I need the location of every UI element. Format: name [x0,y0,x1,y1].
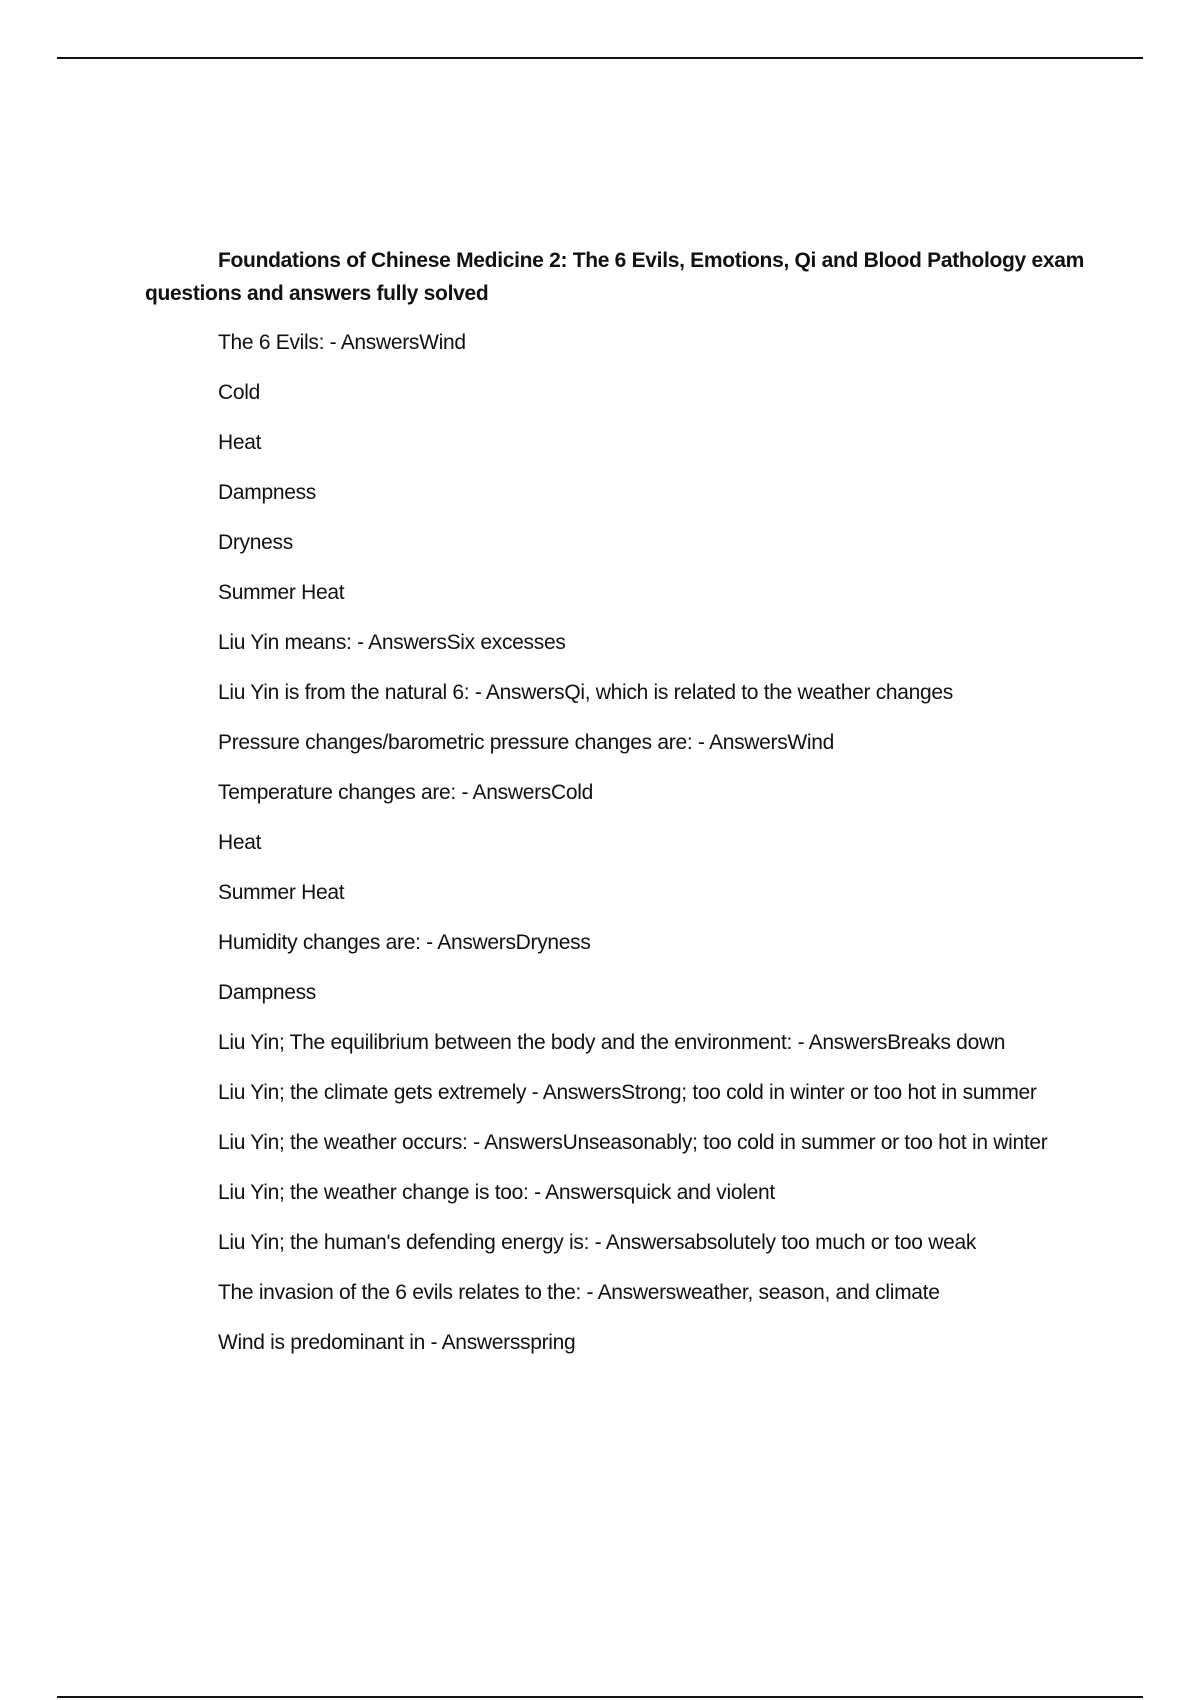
paragraph: The invasion of the 6 evils relates to the: - Answersweather, season, and climate [218,1281,940,1304]
paragraph: Dampness [218,481,316,504]
paragraph: Temperature changes are: - AnswersCold [218,781,593,804]
paragraph: Summer Heat [218,581,345,604]
paragraph: Liu Yin; the weather change is too: - Answersquick and violent [218,1181,775,1204]
document-title: Foundations of Chinese Medicine 2: The 6 Evils, Emotions, Qi and Blood Pathology exam questions and answers fully solved [145,249,1084,305]
paragraph: Liu Yin; the human's defending energy is: - Answersabsolutely too much or too weak [218,1231,977,1254]
paragraph: Humidity changes are: - AnswersDryness [218,931,591,954]
paragraph: The 6 Evils: - AnswersWind [218,331,466,354]
paragraph: Cold [218,381,260,404]
paragraph: Heat [218,431,262,454]
document-body [145,244,1085,1376]
paragraph: Liu Yin; the weather occurs: - AnswersUnseasonably; too cold in summer or too hot in winter [218,1131,1048,1154]
paragraph: Liu Yin; the climate gets extremely - AnswersStrong; too cold in winter or too hot in summer [218,1081,1037,1104]
paragraph: Pressure changes/barometric pressure changes are: - AnswersWind [218,731,835,754]
paragraph: Liu Yin is from the natural 6: - AnswersQi, which is related to the weather changes [218,681,953,704]
paragraph: Dampness [218,981,316,1004]
footer-rule [57,1696,1143,1698]
paragraph: Liu Yin means: - AnswersSix excesses [218,631,566,654]
paragraph: Summer Heat [218,881,345,904]
paragraph: Heat [218,831,262,854]
paragraph: Dryness [218,531,293,554]
header-rule [57,57,1143,59]
paragraph: Liu Yin; The equilibrium between the body and the environment: - AnswersBreaks down [218,1031,1006,1054]
paragraph: Wind is predominant in - Answersspring [218,1331,576,1354]
